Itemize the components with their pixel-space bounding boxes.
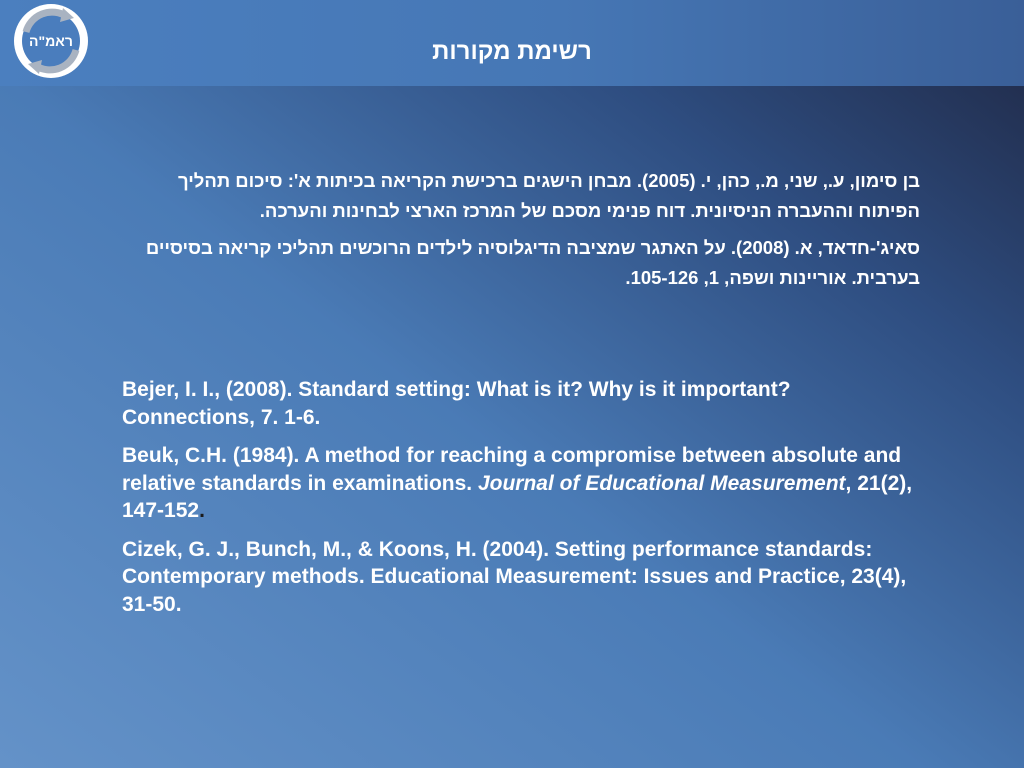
slide-title: רשימת מקורות bbox=[432, 38, 592, 65]
reference-text: , 21(2), 147-152 bbox=[122, 471, 913, 522]
reference-text: Beuk, C.H. (1984). A method for reaching a compromise between absolute and relative standards in examinations. bbox=[122, 444, 902, 495]
english-reference: Cizek, G. J., Bunch, M., & Koons, H. (2004). Setting performance standards: Contemporary methods. Educational Measurement: Issues and Practice, 23(4), 31-50. bbox=[122, 537, 907, 616]
reference-end: . bbox=[199, 499, 205, 522]
english-references bbox=[122, 376, 922, 629]
logo-text: ראמ"ה bbox=[29, 33, 73, 49]
hebrew-references bbox=[120, 166, 920, 300]
english-reference: Bejer, I. I., (2008). Standard setting: What is it? Why is it important? Connections, 7. 1-6. bbox=[122, 378, 791, 429]
hebrew-reference: סאיג'-חדאד, א. (2008). על האתגר שמציבה הדיגלוסיה לילדים הרוכשים תהליכי קריאה בסיסיים בערבית. אוריינות ושפה, 1, 105-126. bbox=[145, 237, 920, 288]
english-reference bbox=[122, 442, 922, 525]
hebrew-reference: בן סימון, ע., שני, מ., כהן, י. (2005). מבחן הישגים ברכישת הקריאה בכיתות א': סיכום תהליך הפיתוח וההעברה הניסיונית. דוח פנימי מסכם של המרכז הארצי לבחינות והערכה. bbox=[177, 170, 920, 221]
journal-name: Journal of Educational Measurement bbox=[477, 471, 846, 495]
slide-header bbox=[0, 0, 1024, 86]
